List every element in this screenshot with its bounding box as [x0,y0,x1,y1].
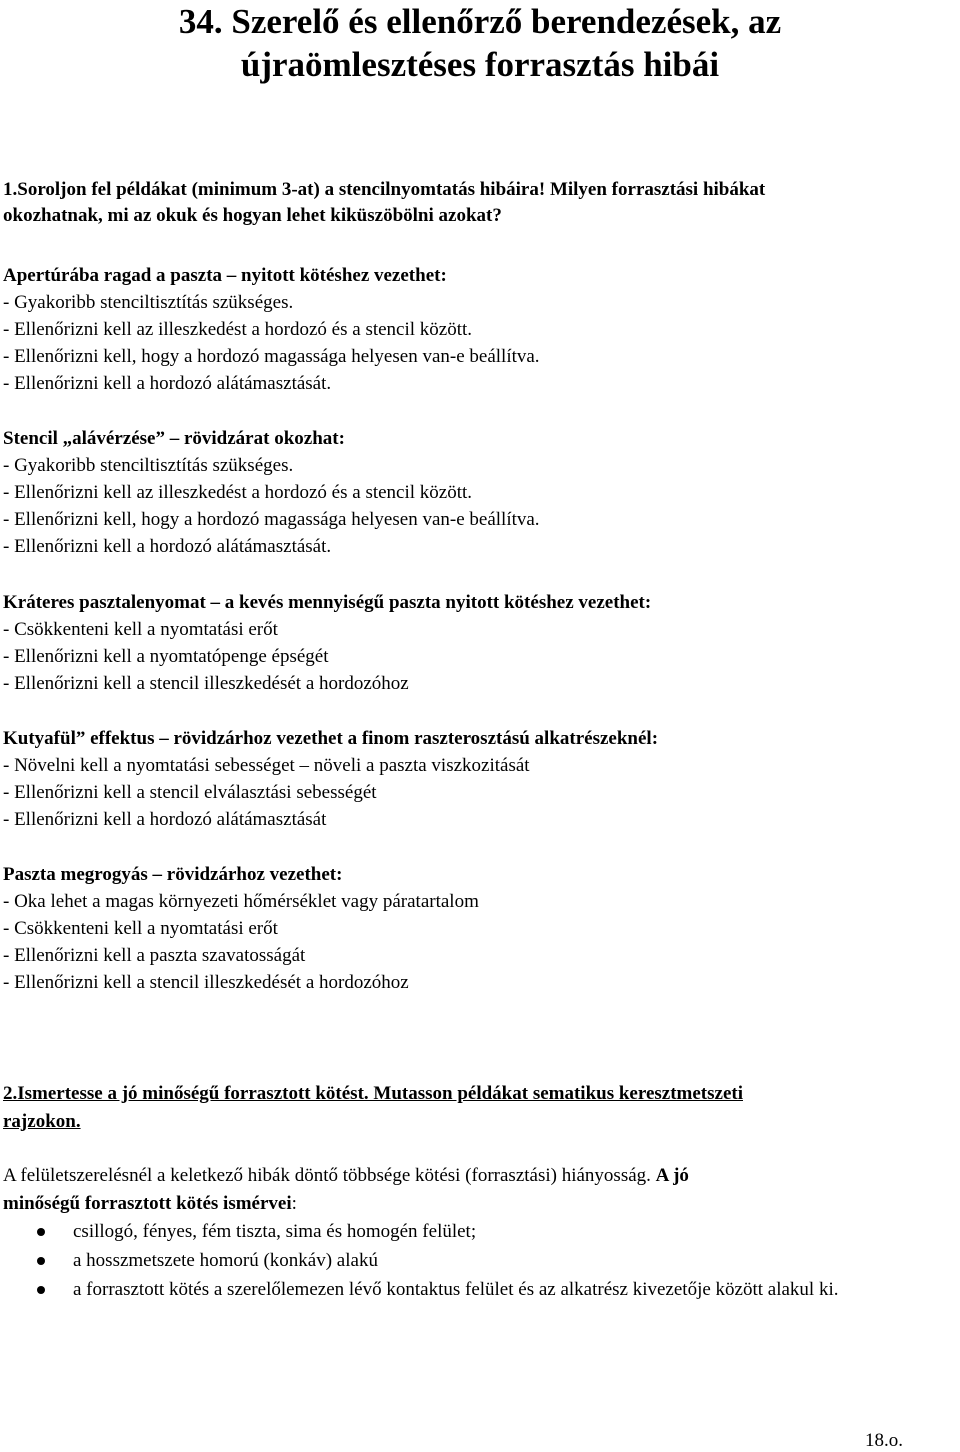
section-item: - Ellenőrizni kell a stencil illeszkedését a hordozóhoz [3,972,409,993]
title-line-2: újraömlesztéses forrasztás hibái [240,45,720,84]
section-item: - Csökkenteni kell a nyomtatási erőt [3,918,278,939]
question-1-line-2: okozhatnak, mi az okuk és hogyan lehet kiküszöbölni azokat? [3,205,502,226]
section-crater [3,589,953,697]
section-item: - Növelni kell a nyomtatási sebességet – növeli a paszta viszkozitását [3,755,530,776]
list-item [0,1218,950,1246]
section-item: - Ellenőrizni kell a nyomtatópenge épségét [3,646,329,667]
bullet-icon [37,1286,45,1294]
section-item: - Ellenőrizni kell a hordozó alátámasztását [3,809,327,830]
list-item [0,1247,950,1275]
section-dog-ear [3,725,953,833]
list-item-text: csillogó, fényes, fém tiszta, sima és homogén felület; [73,1221,477,1242]
intro-text: A felületszerelésnél a keletkező hibák döntő többsége kötési (forrasztási) hiányosság. [3,1165,656,1186]
intro-bold: A jó [655,1165,689,1186]
section-item: - Oka lehet a magas környezeti hőmérséklet vagy páratartalom [3,891,479,912]
section-heading: Apertúrába ragad a paszta – nyitott kötéshez vezethet: [3,265,447,286]
section-item: - Csökkenteni kell a nyomtatási erőt [3,619,278,640]
question-1 [3,177,955,229]
section-item: - Ellenőrizni kell a hordozó alátámasztását. [3,373,332,394]
intro-bold-cont: minőségű forrasztott kötés ismérvei [3,1193,292,1214]
section-item: - Ellenőrizni kell, hogy a hordozó magassága helyesen van-e beállítva. [3,509,540,530]
section-item: - Ellenőrizni kell, hogy a hordozó magassága helyesen van-e beállítva. [3,346,540,367]
section-stencil-bleed [3,425,953,560]
section-item: - Ellenőrizni kell az illeszkedést a hordozó és a stencil között. [3,319,473,340]
page-number: 18.o. [865,1430,903,1451]
question-2 [3,1080,953,1136]
section-item: - Ellenőrizni kell a hordozó alátámasztását. [3,536,332,557]
section-item: - Ellenőrizni kell az illeszkedést a hordozó és a stencil között. [3,482,473,503]
section-heading: Stencil „alávérzése” – rövidzárat okozhat: [3,428,345,449]
question-2-line-2: rajzokon. [3,1111,81,1132]
question-2-line-1: 2.Ismertesse a jó minőségű forrasztott kötést. Mutasson példákat sematikus keresztmetszeti [3,1083,743,1104]
section-item: - Gyakoribb stenciltisztítás szükséges. [3,455,294,476]
bullet-icon [37,1257,45,1265]
section-aperture [3,262,953,397]
intro-colon: : [291,1193,297,1214]
intro-paragraph [3,1162,953,1218]
list-item-text: a hosszmetszete homorú (konkáv) alakú [73,1250,378,1271]
bullet-icon [37,1228,45,1236]
title-line-1: 34. Szerelő és ellenőrző berendezések, az [178,2,782,41]
section-heading: Paszta megrogyás – rövidzárhoz vezethet: [3,864,343,885]
section-heading: Kráteres pasztalenyomat – a kevés mennyiségű paszta nyitott kötéshez vezethet: [3,592,652,613]
section-item: - Ellenőrizni kell a stencil elválasztási sebességét [3,782,377,803]
section-slump [3,861,953,996]
question-1-line-1: 1.Soroljon fel példákat (minimum 3-at) a stencilnyomtatás hibáira! Milyen forrasztási hibákat [3,179,766,200]
section-item: - Gyakoribb stenciltisztítás szükséges. [3,292,294,313]
list-item-text: a forrasztott kötés a szerelőlemezen lévő kontaktus felület és az alkatrész kivezetője között alakul ki. [73,1279,839,1300]
section-item: - Ellenőrizni kell a paszta szavatosságát [3,945,306,966]
section-item: - Ellenőrizni kell a stencil illeszkedését a hordozóhoz [3,673,409,694]
list-item [0,1276,950,1304]
section-heading: Kutyafül” effektus – rövidzárhoz vezethet a finom raszterosztású alkatrészeknél: [3,728,659,749]
criteria-list [0,1218,950,1305]
